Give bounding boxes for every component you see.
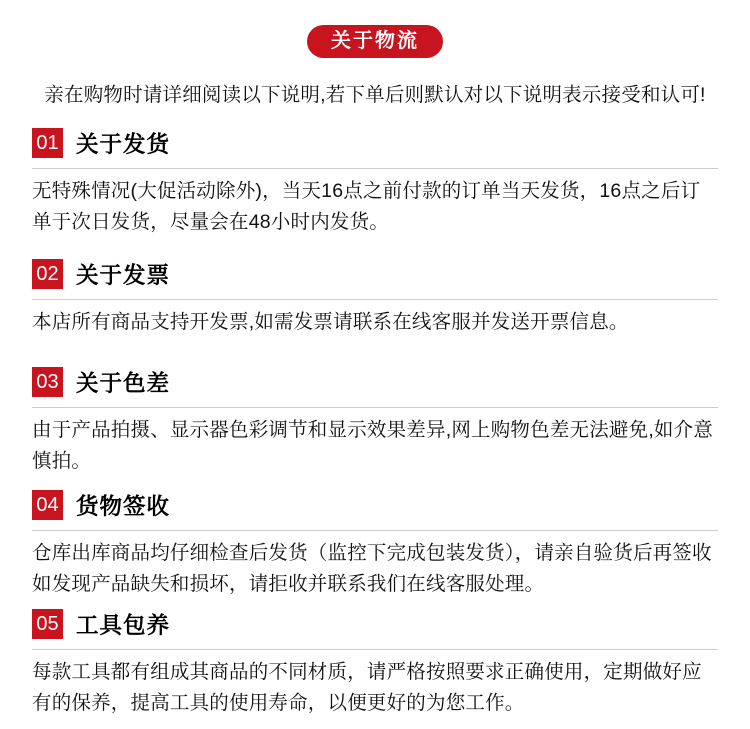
logistics-header-badge: 关于物流: [307, 25, 443, 58]
section-body-text: 无特殊情况(大促活动除外)，当天16点之前付款的订单当天发货，16点之后订单于次日发货，尽量会在48小时内发货。: [32, 180, 701, 233]
section-number-badge: 05: [32, 609, 63, 639]
section-number-badge: 04: [32, 490, 63, 520]
intro-disclaimer-text: 亲在购物时请详细阅读以下说明,若下单后则默认对以下说明表示接受和认可!: [44, 84, 706, 106]
section-header: [32, 608, 718, 640]
section-title: 工具包养: [76, 613, 171, 638]
sections-container: [0, 127, 750, 719]
section-header: [32, 127, 718, 159]
section-color-difference: [32, 366, 718, 477]
section-title: 关于发票: [76, 263, 171, 288]
section-goods-receipt: [32, 489, 718, 600]
section-divider: [32, 649, 718, 650]
section-divider: [32, 530, 718, 531]
section-divider: [32, 299, 718, 300]
section-number-badge: 02: [32, 259, 63, 289]
section-number-badge: 01: [32, 128, 63, 158]
section-body-text: 本店所有商品支持开发票,如需发票请联系在线客服并发送开票信息。: [32, 311, 629, 333]
section-title: 关于发货: [76, 132, 171, 157]
section-divider: [32, 168, 718, 169]
section-tool-maintenance: [32, 608, 718, 719]
section-body-text: 由于产品拍摄、显示器色彩调节和显示效果差异,网上购物色差无法避免,如介意慎拍。: [32, 419, 714, 472]
section-header: [32, 366, 718, 398]
section-title: 货物签收: [76, 494, 171, 519]
section-body-text: 仓库出库商品均仔细检查后发货（监控下完成包装发货），请亲自验货后再签收如发现产品缺失和损坏，请拒收并联系我们在线客服处理。: [32, 542, 712, 595]
section-title: 关于色差: [76, 371, 171, 396]
section-number-badge: 03: [32, 367, 63, 397]
section-body-text: 每款工具都有组成其商品的不同材质，请严格按照要求正确使用，定期做好应有的保养，提高工具的使用寿命，以便更好的为您工作。: [32, 661, 702, 714]
section-header: [32, 258, 718, 290]
section-shipping: [32, 127, 718, 238]
section-divider: [32, 407, 718, 408]
section-header: [32, 489, 718, 521]
section-invoice: [32, 258, 718, 338]
